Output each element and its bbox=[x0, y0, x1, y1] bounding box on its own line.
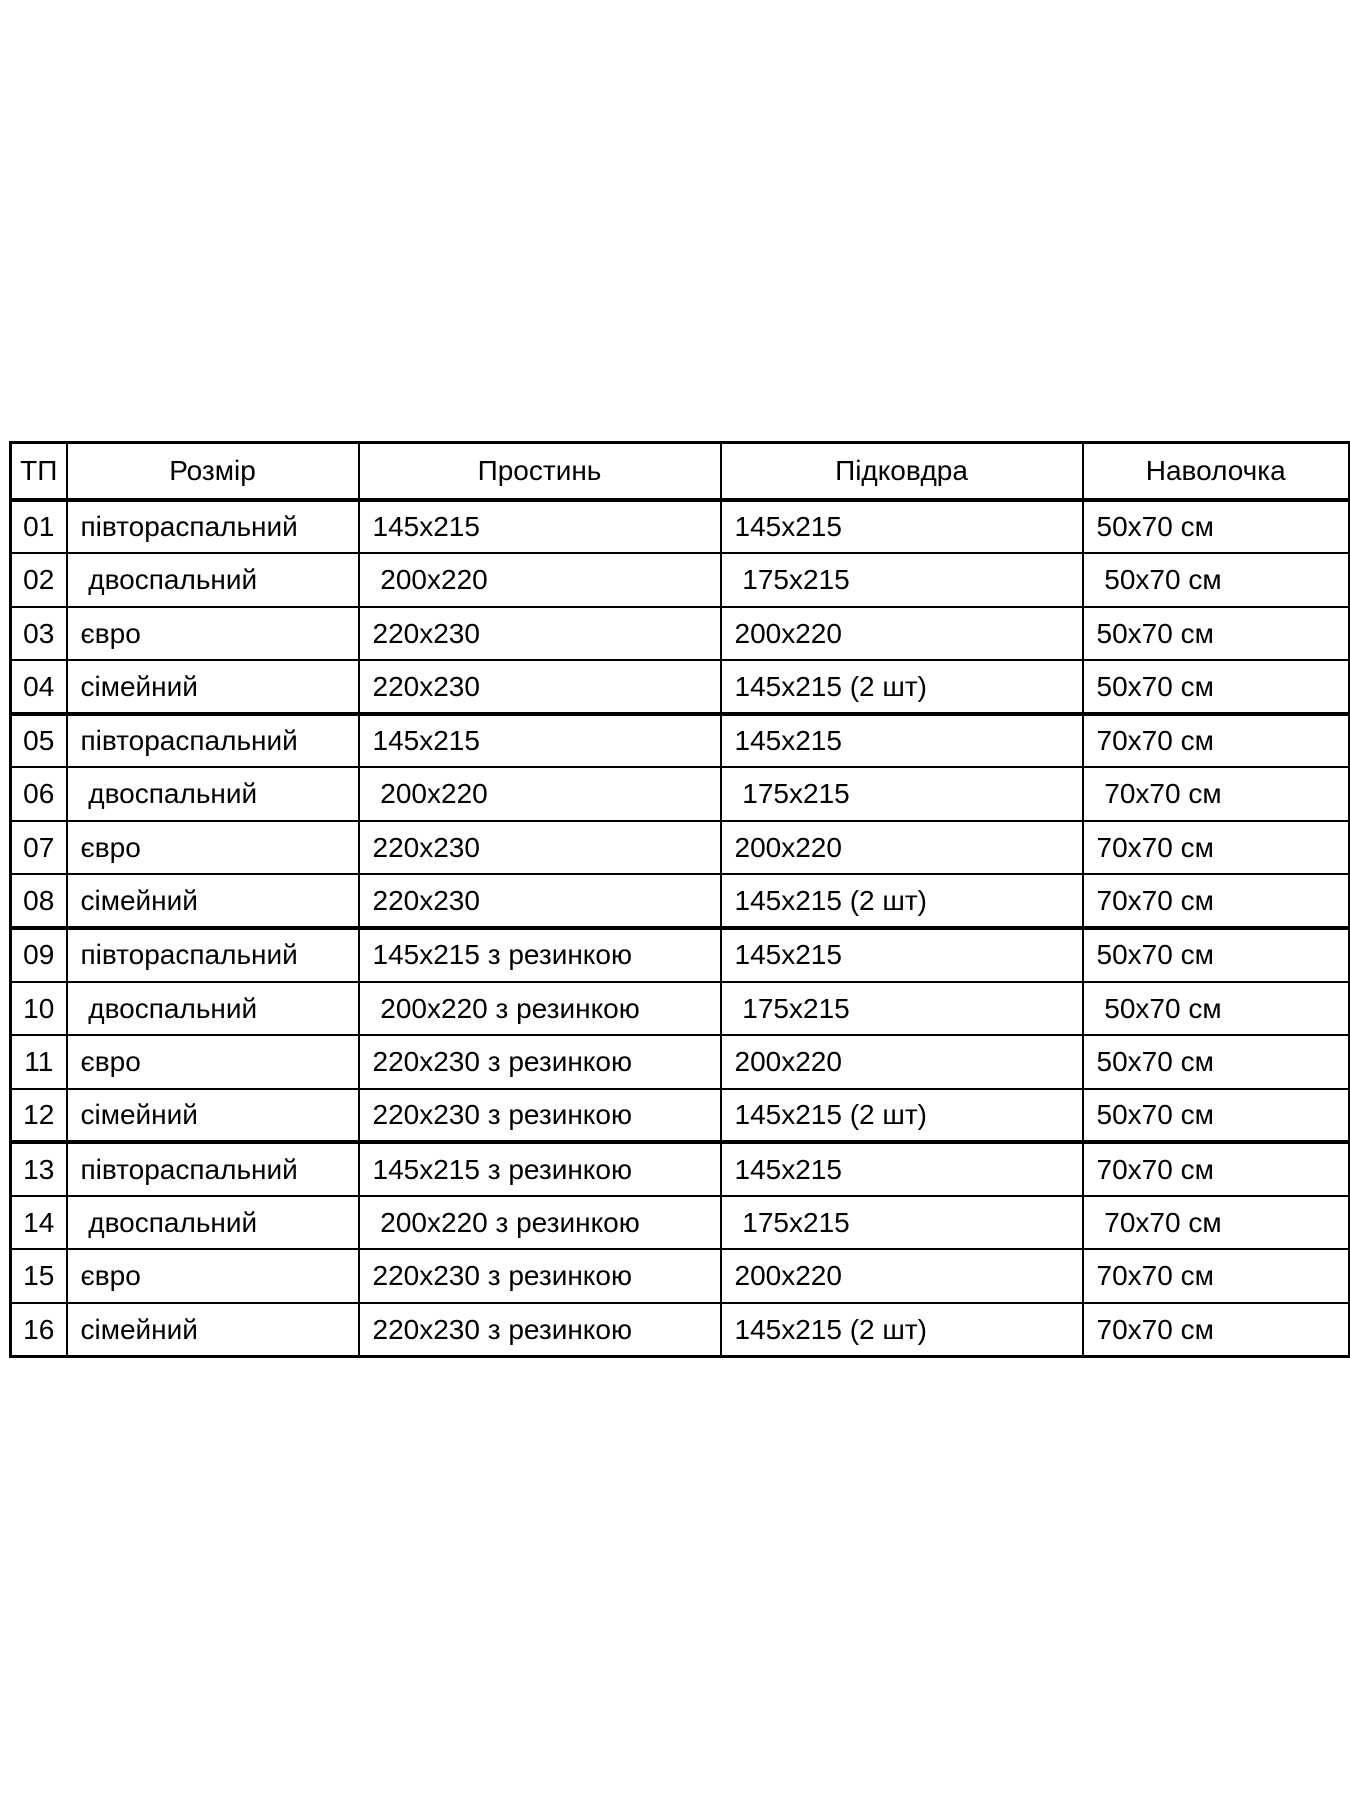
cell-tp: 01 bbox=[11, 500, 67, 554]
cell-pillowcase: 50х70 см bbox=[1083, 928, 1350, 982]
cell-size: сімейний bbox=[67, 660, 359, 714]
cell-sheet: 220х230 bbox=[359, 874, 721, 928]
cell-duvet: 200х220 bbox=[721, 607, 1083, 661]
cell-tp: 15 bbox=[11, 1249, 67, 1303]
cell-size: євро bbox=[67, 607, 359, 661]
table-row bbox=[11, 1196, 1350, 1250]
column-header-tp: ТП bbox=[11, 443, 67, 500]
cell-duvet: 175х215 bbox=[721, 982, 1083, 1036]
cell-size: півтораспальний bbox=[67, 714, 359, 768]
cell-size: півтораспальний bbox=[67, 928, 359, 982]
cell-pillowcase: 50х70 см bbox=[1083, 553, 1350, 607]
table-row bbox=[11, 821, 1350, 875]
cell-size: двоспальний bbox=[67, 553, 359, 607]
cell-tp: 04 bbox=[11, 660, 67, 714]
cell-sheet: 220х230 bbox=[359, 607, 721, 661]
cell-sheet: 220х230 bbox=[359, 821, 721, 875]
cell-pillowcase: 50х70 см bbox=[1083, 982, 1350, 1036]
cell-pillowcase: 70х70 см bbox=[1083, 1249, 1350, 1303]
cell-pillowcase: 70х70 см bbox=[1083, 1303, 1350, 1357]
cell-pillowcase: 70х70 см bbox=[1083, 874, 1350, 928]
cell-duvet: 145х215 (2 шт) bbox=[721, 874, 1083, 928]
cell-sheet: 220х230 з резинкою bbox=[359, 1249, 721, 1303]
column-header-size: Розмір bbox=[67, 443, 359, 500]
table-row bbox=[11, 1035, 1350, 1089]
cell-duvet: 175х215 bbox=[721, 1196, 1083, 1250]
column-header-sheet: Простинь bbox=[359, 443, 721, 500]
cell-duvet: 200х220 bbox=[721, 1249, 1083, 1303]
table-row bbox=[11, 767, 1350, 821]
cell-sheet: 200х220 з резинкою bbox=[359, 982, 721, 1036]
cell-tp: 10 bbox=[11, 982, 67, 1036]
cell-size: двоспальний bbox=[67, 982, 359, 1036]
cell-size: євро bbox=[67, 1035, 359, 1089]
cell-tp: 09 bbox=[11, 928, 67, 982]
table-row bbox=[11, 607, 1350, 661]
table-row bbox=[11, 714, 1350, 768]
cell-size: сімейний bbox=[67, 1303, 359, 1357]
cell-pillowcase: 70х70 см bbox=[1083, 821, 1350, 875]
cell-pillowcase: 70х70 см bbox=[1083, 1142, 1350, 1196]
cell-tp: 14 bbox=[11, 1196, 67, 1250]
table-row bbox=[11, 1303, 1350, 1357]
cell-sheet: 200х220 з резинкою bbox=[359, 1196, 721, 1250]
cell-size: євро bbox=[67, 1249, 359, 1303]
cell-pillowcase: 70х70 см bbox=[1083, 1196, 1350, 1250]
cell-pillowcase: 50х70 см bbox=[1083, 607, 1350, 661]
cell-duvet: 145х215 bbox=[721, 500, 1083, 554]
table-row bbox=[11, 874, 1350, 928]
cell-sheet: 200х220 bbox=[359, 767, 721, 821]
cell-tp: 07 bbox=[11, 821, 67, 875]
column-header-duvet: Підковдра bbox=[721, 443, 1083, 500]
cell-pillowcase: 70х70 см bbox=[1083, 714, 1350, 768]
cell-sheet: 145х215 з резинкою bbox=[359, 1142, 721, 1196]
table-body bbox=[11, 500, 1350, 1357]
cell-size: євро bbox=[67, 821, 359, 875]
cell-sheet: 220х230 bbox=[359, 660, 721, 714]
cell-duvet: 175х215 bbox=[721, 553, 1083, 607]
cell-tp: 16 bbox=[11, 1303, 67, 1357]
cell-duvet: 145х215 (2 шт) bbox=[721, 1089, 1083, 1143]
cell-tp: 08 bbox=[11, 874, 67, 928]
table-row bbox=[11, 1249, 1350, 1303]
cell-duvet: 145х215 (2 шт) bbox=[721, 1303, 1083, 1357]
cell-sheet: 145х215 bbox=[359, 714, 721, 768]
cell-sheet: 145х215 bbox=[359, 500, 721, 554]
bedding-size-table bbox=[9, 441, 1350, 1358]
cell-tp: 11 bbox=[11, 1035, 67, 1089]
cell-pillowcase: 50х70 см bbox=[1083, 660, 1350, 714]
cell-size: двоспальний bbox=[67, 767, 359, 821]
cell-tp: 06 bbox=[11, 767, 67, 821]
cell-duvet: 175х215 bbox=[721, 767, 1083, 821]
table-row bbox=[11, 982, 1350, 1036]
cell-tp: 02 bbox=[11, 553, 67, 607]
table-row bbox=[11, 553, 1350, 607]
cell-size: сімейний bbox=[67, 1089, 359, 1143]
table-row bbox=[11, 500, 1350, 554]
header-row bbox=[11, 443, 1350, 500]
cell-duvet: 145х215 bbox=[721, 714, 1083, 768]
cell-sheet: 145х215 з резинкою bbox=[359, 928, 721, 982]
cell-size: сімейний bbox=[67, 874, 359, 928]
cell-sheet: 220х230 з резинкою bbox=[359, 1089, 721, 1143]
cell-duvet: 145х215 bbox=[721, 928, 1083, 982]
cell-pillowcase: 50х70 см bbox=[1083, 1089, 1350, 1143]
cell-tp: 12 bbox=[11, 1089, 67, 1143]
cell-tp: 05 bbox=[11, 714, 67, 768]
cell-tp: 03 bbox=[11, 607, 67, 661]
cell-size: півтораспальний bbox=[67, 1142, 359, 1196]
cell-pillowcase: 50х70 см bbox=[1083, 500, 1350, 554]
cell-sheet: 220х230 з резинкою bbox=[359, 1303, 721, 1357]
table-row bbox=[11, 1089, 1350, 1143]
column-header-pillowcase: Наволочка bbox=[1083, 443, 1350, 500]
cell-size: півтораспальний bbox=[67, 500, 359, 554]
cell-duvet: 145х215 (2 шт) bbox=[721, 660, 1083, 714]
table-row bbox=[11, 928, 1350, 982]
cell-sheet: 200х220 bbox=[359, 553, 721, 607]
table-row bbox=[11, 1142, 1350, 1196]
cell-duvet: 200х220 bbox=[721, 1035, 1083, 1089]
cell-size: двоспальний bbox=[67, 1196, 359, 1250]
table-row bbox=[11, 660, 1350, 714]
cell-duvet: 200х220 bbox=[721, 821, 1083, 875]
cell-pillowcase: 50х70 см bbox=[1083, 1035, 1350, 1089]
cell-duvet: 145х215 bbox=[721, 1142, 1083, 1196]
cell-sheet: 220х230 з резинкою bbox=[359, 1035, 721, 1089]
cell-tp: 13 bbox=[11, 1142, 67, 1196]
cell-pillowcase: 70х70 см bbox=[1083, 767, 1350, 821]
